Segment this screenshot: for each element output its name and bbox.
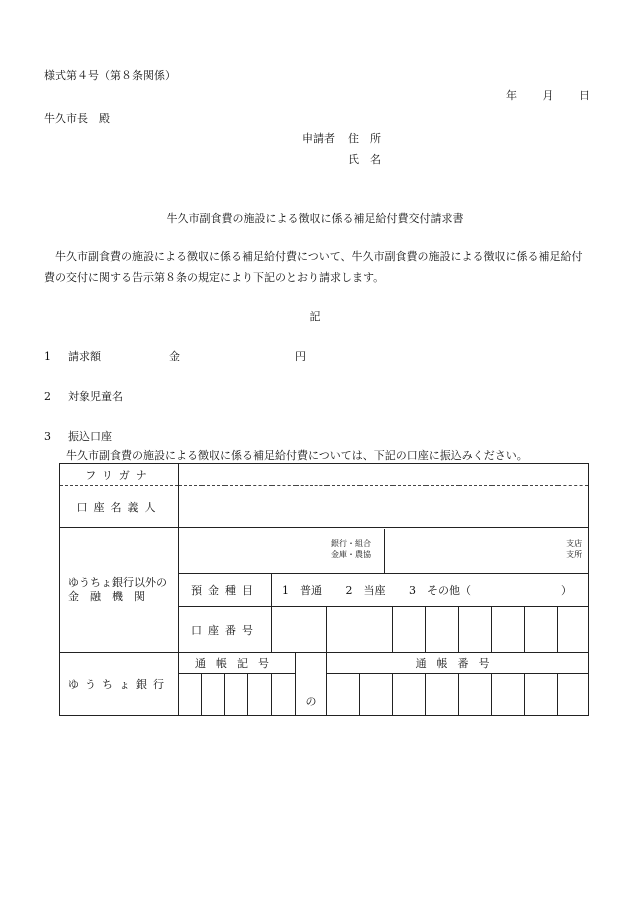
bank-suffix: 銀行・組合 金庫・農協 <box>331 538 371 559</box>
date-day: 日 <box>579 89 590 102</box>
item2-label: 対象児童名 <box>68 390 123 403</box>
account-digit[interactable] <box>492 607 525 653</box>
account-digit[interactable] <box>459 607 492 653</box>
other-bank-label: ゆうちょ銀行以外の 金 融 機 関 <box>60 528 179 653</box>
bank-name-cell[interactable] <box>179 528 589 574</box>
account-digit[interactable] <box>393 607 426 653</box>
date-line <box>506 87 590 103</box>
number-digit[interactable] <box>426 674 459 716</box>
account-digit[interactable] <box>426 607 459 653</box>
document-title: 牛久市副食費の施設による徴収に係る補足給付費交付請求書 <box>166 212 464 225</box>
item-bank-account <box>44 428 112 444</box>
branch-suffix: 支店 支所 <box>566 538 583 559</box>
account-digit[interactable] <box>327 607 393 653</box>
type-other-close: ） <box>561 584 572 597</box>
account-digit[interactable] <box>558 607 589 653</box>
bank-account-table <box>59 463 589 716</box>
number-digit[interactable] <box>360 674 393 716</box>
name-label: 氏 名 <box>348 153 381 166</box>
no-character: の <box>296 674 327 716</box>
passbook-number-label: 通帳番号 <box>327 653 589 674</box>
holder-input[interactable] <box>179 486 589 528</box>
form-number: 様式第４号（第８条関係） <box>44 69 176 82</box>
applicant-block <box>302 128 381 170</box>
symbol-digit[interactable] <box>225 674 248 716</box>
furigana-label: フリガナ <box>60 464 179 486</box>
item3-number: 3 <box>44 430 51 443</box>
number-digit[interactable] <box>393 674 426 716</box>
address-label: 住 所 <box>348 132 381 145</box>
item1-label: 請求額 <box>68 350 101 363</box>
addressee: 牛久市長 殿 <box>44 112 110 125</box>
item2-number: 2 <box>44 390 51 403</box>
number-digit[interactable] <box>558 674 589 716</box>
symbol-digit[interactable] <box>202 674 225 716</box>
item-claim-amount <box>44 348 306 364</box>
account-digit[interactable] <box>525 607 558 653</box>
item1-kin: 金 <box>169 350 180 363</box>
number-digit[interactable] <box>525 674 558 716</box>
furigana-input[interactable] <box>179 464 589 486</box>
date-year: 年 <box>506 89 517 102</box>
symbol-digit[interactable] <box>179 674 202 716</box>
item-child-name <box>44 388 123 404</box>
item3-label: 振込口座 <box>68 430 112 443</box>
body-paragraph: 牛久市副食費の施設による徴収に係る補足給付費について、牛久市副食費の施設による徴収に係る補足給付費の交付に関する告示第８条の規定により下記のとおり請求します。 <box>44 250 583 284</box>
symbol-digit[interactable] <box>272 674 296 716</box>
date-month: 月 <box>542 89 554 102</box>
account-digit[interactable] <box>272 607 327 653</box>
type-current[interactable]: 2 当座 <box>345 584 386 597</box>
deposit-type-options[interactable] <box>272 574 589 607</box>
ki-heading: 記 <box>309 310 321 323</box>
item1-en: 円 <box>295 350 306 363</box>
number-digit[interactable] <box>492 674 525 716</box>
no-spacer-top <box>296 653 327 674</box>
yucho-label: ゆうちょ銀行 <box>60 653 179 716</box>
item1-number: 1 <box>44 350 51 363</box>
number-digit[interactable] <box>459 674 492 716</box>
account-number-label: 口座番号 <box>179 607 272 653</box>
type-ordinary[interactable]: 1 普通 <box>282 584 322 597</box>
item3-note: 牛久市副食費の施設による徴収に係る補足給付費については、下記の口座に振込みください。 <box>66 449 528 462</box>
holder-label: 口座名義人 <box>60 486 179 528</box>
passbook-symbol-label: 通帳記号 <box>179 653 296 674</box>
number-digit[interactable] <box>327 674 360 716</box>
applicant-label: 申請者 <box>302 132 335 145</box>
deposit-type-label: 預金種目 <box>179 574 272 607</box>
type-other[interactable]: 3 その他（ <box>409 584 471 597</box>
symbol-digit[interactable] <box>248 674 272 716</box>
